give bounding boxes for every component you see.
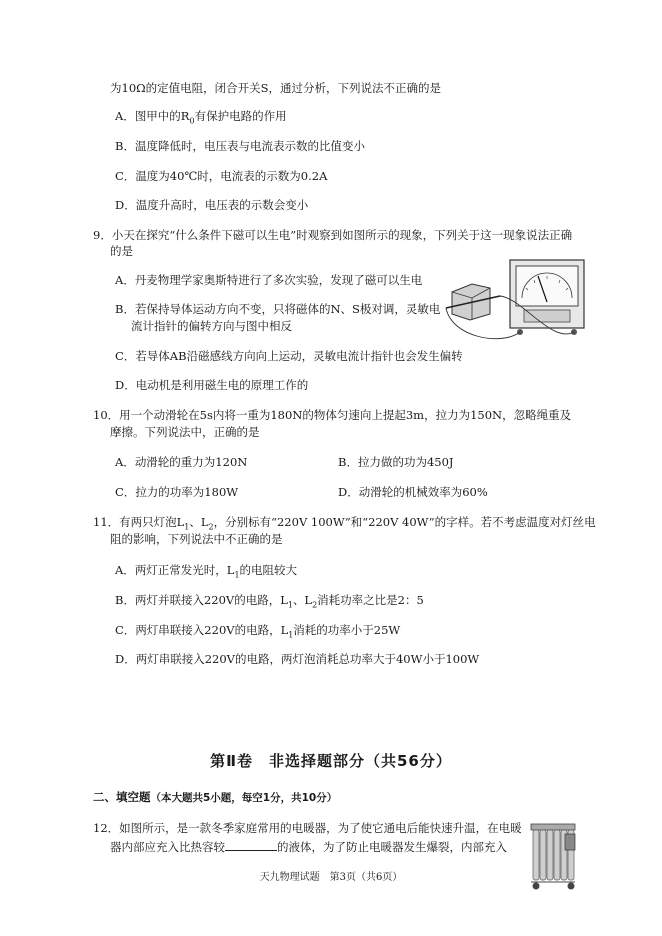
q9-option-a-letter: A． [115,273,135,287]
q9-option-d [115,377,308,393]
section-2-title: 第Ⅱ卷 非选择题部分（共56分） [210,752,452,770]
q10-number: 10． [93,408,120,422]
q8-option-c-letter: C． [115,169,136,183]
q8-option-d-letter: D． [115,198,136,212]
q10-option-b-letter: B． [338,455,358,469]
q11-stem-b: 、L [189,515,209,529]
q11-stem-a: 有两只灯泡L [119,515,185,529]
q10-option-d-letter: D． [338,485,359,499]
q10-stem-text1: 用一个动滑轮在5s内将一重为180N的物体匀速向上提起3m，拉力为150N，忽略绳重及 [119,408,572,422]
q9-stem-line1 [93,227,572,243]
q11-option-d [115,651,479,667]
q8-option-a [115,108,287,129]
q12-stem-line2 [110,838,507,855]
q11-option-c-sub: 1 [288,630,294,640]
q11-option-c-pre: 两灯串联接入220V的电路，L [135,623,289,637]
q11-option-b-sub2: 2 [312,600,318,610]
page-footer: 天九物理试题 第3页（共6页） [259,872,403,883]
q8-option-c [115,168,327,184]
q9-stem-text1: 小天在探究“什么条件下磁可以生电”时观察到如图所示的现象，下列关于这一现象说法正确 [111,228,573,242]
q8-option-a-sub: 0 [189,116,195,126]
q11-option-b-post: 消耗功率之比是2：5 [317,593,424,607]
q8-option-a-post: 有保护电路的作用 [194,109,287,123]
q11-option-a-post: 的电阻较大 [239,563,298,577]
q10-option-d [338,484,488,500]
q11-option-a-sub: 1 [234,570,240,580]
q10-option-d-text: 动滑轮的机械效率为60% [358,485,488,499]
q12-stem-line1 [93,820,522,836]
q12-number: 12． [93,821,120,835]
q9-option-c [115,348,463,364]
q11-stem-c: ，分别标有“220V 100W”和“220V 40W”的字样。若不考虑温度对灯丝电 [213,515,596,529]
q12-stem-text2-post: 的液体，为了防止电暖器发生爆裂，内部充入 [277,840,507,854]
q11-option-c [115,622,400,643]
q11-option-b-sub: 1 [287,600,293,610]
q11-stem-line2: 阻的影响，下列说法中不正确的是 [110,532,283,546]
q9-option-a-text: 丹麦物理学家奥斯特进行了多次实验，发现了磁可以生电 [134,273,423,287]
part-2-title: 二、填空题 [93,790,151,804]
q11-option-d-pre: 两灯串联接入220V的电路，两灯泡消耗总功率大于40W小于100W [135,652,480,666]
part-2-heading [93,789,337,806]
q10-stem-line1 [93,407,571,423]
q10-option-a-letter: A． [115,455,135,469]
q9-option-d-text: 电动机是利用磁生电的原理工作的 [135,378,309,392]
q11-option-a [115,562,297,583]
q10-option-b [338,454,454,470]
q8-option-b [115,138,365,154]
q8-option-b-text: 温度降低时，电压表与电流表示数的比值变小 [134,139,365,153]
q9-option-c-letter: C． [115,349,136,363]
q10-option-c-text: 拉力的功率为180W [135,485,239,499]
q12-stem-text1: 如图所示，是一款冬季家庭常用的电暖器，为了使它通电后能快速升温，在电暖 [119,821,522,835]
q9-option-b-letter: B． [115,302,135,316]
q11-option-b-pre: 两灯并联接入220V的电路，L [134,593,288,607]
q10-option-c-letter: C． [115,485,136,499]
q10-option-c [115,484,238,500]
q11-number: 11． [93,515,120,529]
q11-option-a-letter: A． [115,563,135,577]
q8-stem-tail: 为10Ω的定值电阻，闭合开关S，通过分析，下列说法不正确的是 [110,81,442,95]
q8-option-d-text: 温度升高时，电压表的示数会变小 [135,198,309,212]
q9-option-c-text: 若导体AB沿磁感线方向向上运动，灵敏电流计指针也会发生偏转 [135,349,463,363]
q8-option-c-text: 温度为40℃时，电流表的示数为0.2A [135,169,328,183]
q12-stem-text2-pre: 器内部应充入比热容较 [110,840,225,854]
q8-option-d [115,197,308,213]
q11-option-b [115,592,424,613]
q8-option-a-letter: A． [115,109,135,123]
q9-option-a [115,272,422,288]
q9-option-d-letter: D． [115,378,136,392]
part-2-note: （本大题共5小题，每空1分，共10分） [150,792,338,804]
q8-option-b-letter: B． [115,139,135,153]
q12-answer-blank[interactable] [225,838,277,851]
q11-option-b-mid: 、L [292,593,313,607]
q9-option-b [115,301,440,317]
q10-stem-line2: 摩擦。下列说法中，正确的是 [110,425,260,439]
q10-option-b-text: 拉力做的功为450J [357,455,454,469]
q9-number: 9． [93,228,112,242]
q11-stem-sub2: 2 [208,522,214,532]
q10-option-a-text: 动滑轮的重力为120N [134,455,248,469]
q11-option-c-letter: C． [115,623,136,637]
q11-stem-sub1: 1 [184,522,190,532]
q9-stem-line2: 的是 [110,244,133,258]
q11-option-b-letter: B． [115,593,135,607]
q11-option-c-post: 消耗的功率小于25W [293,623,401,637]
galvanometer-experiment-figure [442,258,592,353]
q11-option-d-letter: D． [115,652,136,666]
q10-option-a [115,454,247,470]
q9-option-b-continued: 流计指针的偏转方向与图中相反 [131,319,292,333]
q11-option-a-pre: 两灯正常发光时，L [134,563,235,577]
q8-option-a-pre: 图甲中的R [134,109,190,123]
q9-option-b-text: 若保持导体运动方向不变，只将磁体的N、S极对调，灵敏电 [134,302,441,316]
